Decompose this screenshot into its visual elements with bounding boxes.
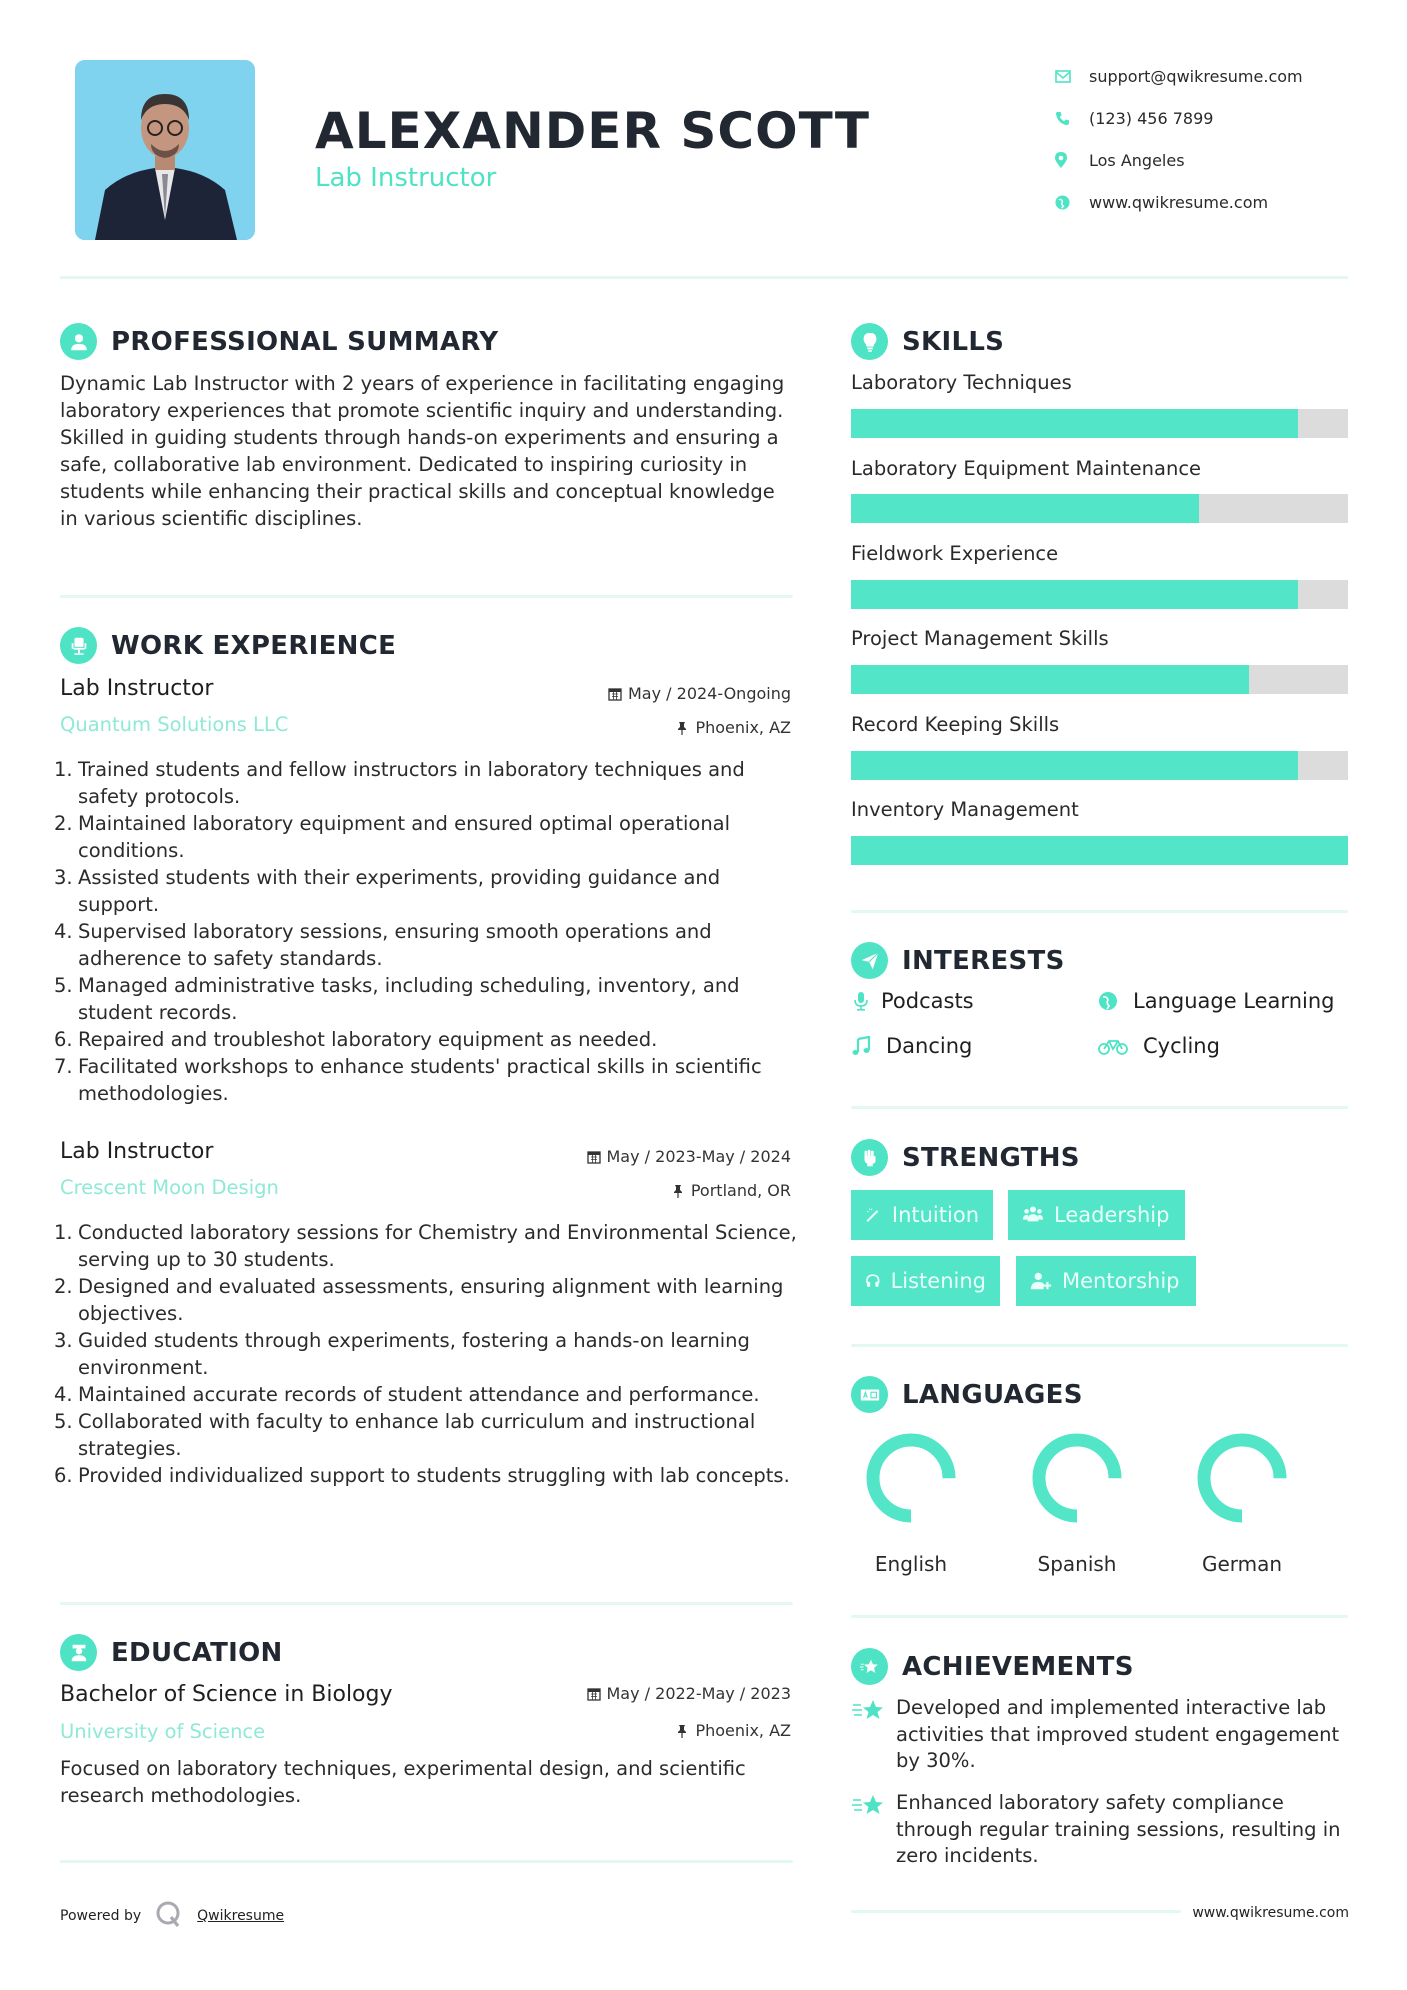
calendar-icon	[587, 1687, 601, 1701]
duty-item: Managed administrative tasks, including scheduling, inventory, and student records.	[78, 974, 740, 1024]
skills-header	[851, 323, 1004, 360]
location-text: Los Angeles	[1089, 150, 1185, 170]
pushpin-icon	[671, 1184, 685, 1198]
summary-title: PROFESSIONAL SUMMARY	[111, 326, 499, 357]
calendar-icon	[587, 1150, 601, 1164]
strength-tag-mentorship: Mentorship	[1016, 1256, 1196, 1306]
envelope-icon	[1055, 70, 1089, 83]
degree-title: Bachelor of Science in Biology	[60, 1682, 393, 1707]
duty-item: Designed and evaluated assessments, ensuring alignment with learning objectives.	[78, 1275, 784, 1325]
duty-item: Facilitated workshops to enhance students' practical skills in scientific methodologies.	[78, 1055, 762, 1105]
pushpin-icon	[675, 1724, 689, 1738]
duty-item: Collaborated with faculty to enhance lab curriculum and instructional strategies.	[78, 1410, 756, 1460]
skill-label: Project Management Skills	[851, 627, 1109, 650]
achievement-item: Developed and implemented interactive lab activities that improved student engagement by 30%.	[851, 1695, 1351, 1775]
paper-plane-icon	[851, 942, 888, 979]
strength-tag-leadership: Leadership	[1008, 1190, 1185, 1240]
headphones-icon	[865, 1270, 881, 1292]
education-title: EDUCATION	[111, 1637, 283, 1668]
phone-icon	[1055, 111, 1089, 126]
strength-tag-intuition: Intuition	[851, 1190, 993, 1240]
language-item-spanish: Spanish	[1022, 1428, 1132, 1576]
skill-bar-track	[851, 836, 1348, 865]
language-item-german: German	[1187, 1428, 1297, 1576]
profile-photo	[75, 60, 255, 240]
globe-icon	[1098, 991, 1131, 1011]
avatar	[75, 60, 255, 240]
music-note-icon	[851, 1036, 884, 1056]
strengths-divider	[851, 1344, 1348, 1347]
contact-email[interactable]	[1055, 55, 1303, 97]
duty-item: Supervised laboratory sessions, ensuring smooth operations and adherence to safety standards.	[78, 920, 712, 970]
experience-title: WORK EXPERIENCE	[111, 630, 397, 661]
skill-label: Fieldwork Experience	[851, 542, 1059, 565]
job-1-company: Quantum Solutions LLC	[60, 713, 289, 736]
user-plus-icon	[1030, 1270, 1052, 1292]
email-text: support@qwikresume.com	[1089, 66, 1303, 86]
duty-item: Maintained accurate records of student attendance and performance.	[78, 1383, 760, 1406]
calendar-icon	[608, 687, 622, 701]
languages-divider	[851, 1615, 1348, 1618]
education-dates: May / 2022-May / 2023	[587, 1684, 792, 1703]
shooting-star-icon	[851, 1695, 896, 1775]
users-icon	[1022, 1204, 1044, 1226]
duty-item: Assisted students with their experiments, providing guidance and support.	[78, 866, 721, 916]
job-1-title: Lab Instructor	[60, 676, 214, 701]
job-2-company: Crescent Moon Design	[60, 1176, 279, 1199]
skill-bar-fill	[851, 836, 1348, 865]
raised-fist-icon	[851, 1139, 888, 1176]
office-chair-icon	[60, 627, 97, 664]
contact-phone[interactable]	[1055, 97, 1303, 139]
language-progress-ring	[861, 1428, 961, 1528]
summary-header	[60, 323, 498, 360]
strengths-header	[851, 1139, 1080, 1176]
languages-title: LANGUAGES	[902, 1379, 1083, 1410]
language-progress-ring	[1027, 1428, 1127, 1528]
experience-divider	[60, 1602, 793, 1605]
education-divider	[60, 1860, 793, 1863]
education-header	[60, 1634, 283, 1671]
languages-header	[851, 1376, 1083, 1413]
candidate-role: Lab Instructor	[315, 163, 497, 193]
skill-label: Laboratory Techniques	[851, 371, 1072, 394]
microphone-icon	[851, 991, 879, 1011]
skill-label: Record Keeping Skills	[851, 713, 1060, 736]
job-1-duties	[52, 756, 797, 1107]
education-description: Focused on laboratory techniques, experimental design, and scientific research methodologies.	[60, 1757, 746, 1807]
skill-bar-fill	[851, 751, 1298, 780]
contact-location	[1055, 139, 1303, 181]
map-pin-icon	[1055, 152, 1089, 168]
job-2-location: Portland, OR	[671, 1181, 791, 1200]
powered-by-label: Powered by	[60, 1908, 142, 1924]
strength-tag-listening: Listening	[851, 1256, 1000, 1306]
skill-label: Laboratory Equipment Maintenance	[851, 457, 1202, 480]
contact-website[interactable]	[1055, 181, 1303, 223]
pushpin-icon	[675, 721, 689, 735]
interest-item-language-learning: Language Learning	[1098, 989, 1334, 1013]
magic-wand-icon	[865, 1204, 882, 1226]
language-item-english: English	[856, 1428, 966, 1576]
candidate-name: ALEXANDER SCOTT	[315, 102, 870, 160]
job-2-duties	[52, 1219, 797, 1489]
interest-item-podcasts: Podcasts	[851, 989, 974, 1013]
achievements-header	[851, 1648, 1134, 1685]
qwikresume-link[interactable]: Qwikresume	[197, 1908, 285, 1924]
user-icon	[60, 323, 97, 360]
job-1-dates: May / 2024-Ongoing	[608, 684, 791, 703]
website-text: www.qwikresume.com	[1089, 192, 1269, 212]
skills-title: SKILLS	[902, 326, 1005, 357]
education-location: Phoenix, AZ	[675, 1721, 791, 1740]
lightbulb-icon	[851, 323, 888, 360]
strengths-title: STRENGTHS	[902, 1142, 1080, 1173]
language-progress-ring	[1192, 1428, 1292, 1528]
skill-bar-track	[851, 751, 1348, 780]
footer-website-link[interactable]: www.qwikresume.com	[1192, 1905, 1349, 1921]
skill-bar-track	[851, 409, 1348, 438]
achievements-title: ACHIEVEMENTS	[902, 1651, 1134, 1682]
translate-icon	[851, 1376, 888, 1413]
skill-bar-fill	[851, 665, 1249, 694]
job-1-location: Phoenix, AZ	[675, 718, 791, 737]
star-badge-icon	[851, 1648, 888, 1685]
duty-item: Conducted laboratory sessions for Chemistry and Environmental Science, serving up to 30 students.	[78, 1221, 797, 1271]
skill-bar-track	[851, 665, 1348, 694]
graduate-icon	[60, 1634, 97, 1671]
skill-bar-track	[851, 494, 1348, 523]
skill-label: Inventory Management	[851, 798, 1079, 821]
duty-item: Guided students through experiments, fostering a hands-on learning environment.	[78, 1329, 750, 1379]
school-name: University of Science	[60, 1720, 266, 1743]
shooting-star-icon	[851, 1790, 896, 1870]
duty-item: Repaired and troubleshot laboratory equipment as needed.	[78, 1028, 658, 1051]
bicycle-icon	[1098, 1036, 1141, 1056]
skills-divider	[851, 910, 1348, 913]
interests-divider	[851, 1106, 1348, 1109]
interest-item-dancing: Dancing	[851, 1034, 972, 1058]
skill-bar-fill	[851, 580, 1298, 609]
skill-bar-fill	[851, 494, 1199, 523]
phone-text: (123) 456 7899	[1089, 108, 1214, 128]
skill-bar-track	[851, 580, 1348, 609]
duty-item: Trained students and fellow instructors in laboratory techniques and safety protocols.	[78, 758, 745, 808]
experience-header	[60, 627, 396, 664]
powered-by	[60, 1900, 284, 1932]
summary-divider	[60, 595, 793, 598]
job-2-dates: May / 2023-May / 2024	[587, 1147, 792, 1166]
qwikresume-logo-icon	[155, 1900, 183, 1932]
interests-header	[851, 942, 1065, 979]
globe-icon	[1055, 195, 1089, 210]
summary-text: Dynamic Lab Instructor with 2 years of experience in facilitating engaging laboratory experiences that promote scientific inquiry and understanding. Skilled in guiding students through hands-on experiments and ensuring a safe, collaborative lab environment. Dedicated to inspiring curiosity in students while enhancing their practical skills and conceptual knowledge in various scientific disciplines.	[60, 372, 785, 530]
achievements-divider	[851, 1910, 1181, 1913]
skill-bar-fill	[851, 409, 1298, 438]
duty-item: Maintained laboratory equipment and ensured optimal operational conditions.	[78, 812, 731, 862]
header-divider	[60, 276, 1348, 279]
job-2-title: Lab Instructor	[60, 1139, 214, 1164]
interest-item-cycling: Cycling	[1098, 1034, 1220, 1058]
interests-title: INTERESTS	[902, 945, 1065, 976]
contact-list	[1055, 55, 1303, 223]
duty-item: Provided individualized support to students struggling with lab concepts.	[78, 1464, 790, 1487]
achievement-item: Enhanced laboratory safety compliance through regular training sessions, resulting in zero incidents.	[851, 1790, 1351, 1870]
